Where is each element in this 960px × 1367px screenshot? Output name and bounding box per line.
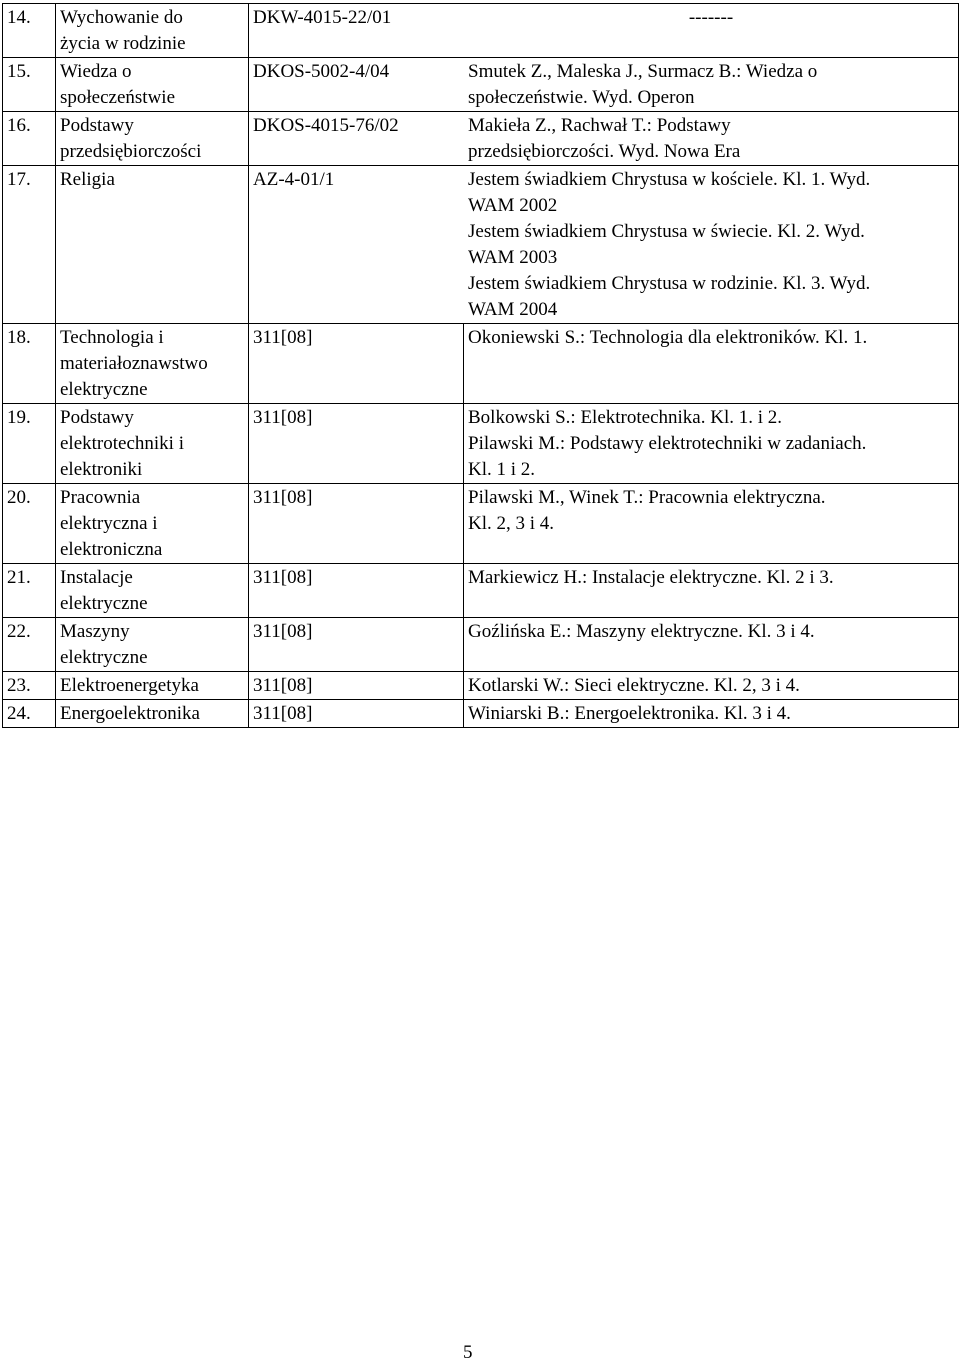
textbooks: Jestem świadkiem Chrystusa w kościele. Kl. 1. Wyd. WAM 2002 Jestem świadkiem Chrystusa w świecie. Kl. 2. Wyd. WAM 2003 Jestem świadkiem Chrystusa w rodzinie. Kl. 3. Wyd. WAM 2004 (468, 169, 871, 320)
subject-name: Religia (56, 166, 249, 324)
table-row (3, 672, 959, 700)
textbooks: Pilawski M., Winek T.: Pracownia elektryczna. Kl. 2, 3 i 4. (464, 484, 959, 564)
program-code: 311[08] (249, 404, 464, 484)
textbooks: Markiewicz H.: Instalacje elektryczne. Kl. 2 i 3. (464, 564, 959, 618)
program-code: 311[08] (249, 700, 464, 728)
page-number: 5 (463, 1342, 473, 1363)
table-row (3, 4, 959, 58)
table-row (3, 484, 959, 564)
program-and-books (249, 166, 959, 324)
row-number: 19. (3, 404, 56, 484)
program-code: DKOS-5002-4/04 (253, 61, 390, 82)
table-row (3, 564, 959, 618)
textbooks: Smutek Z., Maleska J., Surmacz B.: Wiedza o społeczeństwie. Wyd. Operon (468, 61, 818, 108)
subject-name: Wiedza o społeczeństwie (56, 58, 249, 112)
subject-name: Podstawy przedsiębiorczości (56, 112, 249, 166)
subject-name: Maszyny elektryczne (56, 618, 249, 672)
program-code: AZ-4-01/1 (253, 169, 335, 190)
textbooks: Winiarski B.: Energoelektronika. Kl. 3 i 4. (464, 700, 959, 728)
row-number: 18. (3, 324, 56, 404)
textbooks: Okoniewski S.: Technologia dla elektroników. Kl. 1. (464, 324, 959, 404)
program-and-books (249, 58, 959, 112)
table-row (3, 58, 959, 112)
row-number: 23. (3, 672, 56, 700)
subject-name: Wychowanie do życia w rodzinie (56, 4, 249, 58)
row-number: 20. (3, 484, 56, 564)
textbooks: Kotlarski W.: Sieci elektryczne. Kl. 2, 3 i 4. (464, 672, 959, 700)
subject-name: Instalacje elektryczne (56, 564, 249, 618)
row-number: 15. (3, 58, 56, 112)
textbooks: Makieła Z., Rachwał T.: Podstawy przedsiębiorczości. Wyd. Nowa Era (468, 115, 741, 162)
subject-name: Podstawy elektrotechniki i elektroniki (56, 404, 249, 484)
table-row (3, 112, 959, 166)
program-code: 311[08] (249, 484, 464, 564)
program-and-books (249, 112, 959, 166)
subject-name: Technologia i materiałoznawstwo elektryczne (56, 324, 249, 404)
row-number: 24. (3, 700, 56, 728)
program-code: 311[08] (249, 324, 464, 404)
table-row (3, 700, 959, 728)
textbooks: ------- (688, 7, 734, 28)
subject-name: Elektroenergetyka (56, 672, 249, 700)
row-number: 16. (3, 112, 56, 166)
program-code: DKOS-4015-76/02 (253, 115, 399, 136)
program-code: 311[08] (249, 672, 464, 700)
table-row (3, 324, 959, 404)
row-number: 21. (3, 564, 56, 618)
textbooks: Goźlińska E.: Maszyny elektryczne. Kl. 3 i 4. (464, 618, 959, 672)
row-number: 17. (3, 166, 56, 324)
program-code: DKW-4015-22/01 (253, 7, 392, 28)
row-number: 14. (3, 4, 56, 58)
textbook-table (2, 3, 959, 728)
subject-name: Pracownia elektryczna i elektroniczna (56, 484, 249, 564)
program-code: 311[08] (249, 564, 464, 618)
textbooks: Bolkowski S.: Elektrotechnika. Kl. 1. i 2. Pilawski M.: Podstawy elektrotechniki w zadaniach. Kl. 1 i 2. (464, 404, 959, 484)
subject-name: Energoelektronika (56, 700, 249, 728)
program-code: 311[08] (249, 618, 464, 672)
table-row (3, 618, 959, 672)
table-row (3, 404, 959, 484)
table-row (3, 166, 959, 324)
program-and-books (249, 4, 959, 58)
row-number: 22. (3, 618, 56, 672)
